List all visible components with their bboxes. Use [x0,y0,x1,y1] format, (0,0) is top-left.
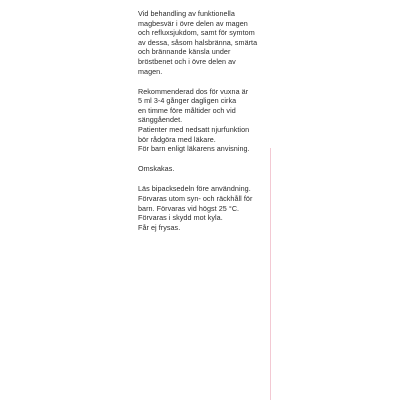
indication-line: magen. [138,66,163,76]
dosage-line: 5 ml 3-4 gånger dagligen cirka [138,96,237,106]
dosage-line: bör rådgöra med läkare. [138,134,216,144]
storage-line: Förvaras i skydd mot kyla. [138,213,223,223]
dosage-line: en timme före måltider och vid [138,105,236,115]
dosage-line: Rekommenderad dos för vuxna är [138,86,249,96]
shake-line: Omskakas. [138,164,175,174]
label-text-panel [138,9,278,243]
indication-line: bröstbenet och i övre delen av [138,56,236,66]
storage-line: Läs bipacksedeln före användning. [138,184,251,194]
indication-line: och refluxsjukdom, samt för symtom [138,28,255,38]
fold-line [270,148,271,400]
shake-instruction [138,164,278,174]
indication-line: och brännande känsla under [138,47,231,57]
indication-line: magbesvär i övre delen av magen [138,18,248,28]
indication-paragraph [138,9,278,76]
indication-line: Vid behandling av funktionella [138,9,235,18]
dosage-line: Patienter med nedsatt njurfunktion [138,125,250,135]
dosage-line: För barn enligt läkarens anvisning. [138,144,250,154]
storage-line: Förvaras utom syn- och räckhåll för [138,194,253,203]
dosage-line: sänggåendet. [138,115,183,125]
dosage-paragraph [138,87,278,154]
indication-line: av dessa, såsom halsbränna, smärta [138,37,258,47]
storage-line: barn. Förvaras vid högst 25 °C. [138,203,240,213]
storage-line: Får ej frysas. [138,222,181,232]
storage-paragraph [138,184,278,232]
